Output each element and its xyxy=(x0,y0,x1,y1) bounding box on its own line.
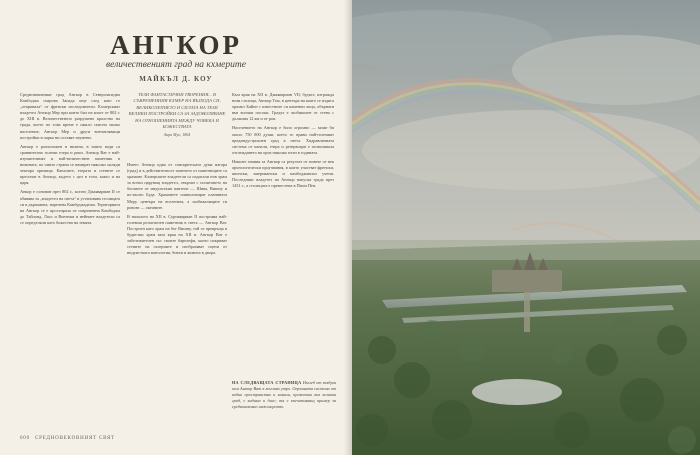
pull-quote-attribution: Анри Муо, 1864 xyxy=(163,132,191,138)
paragraph: В началото на XII в. Сурияварман II построява най-големия религиозен паметник в света — Ангкор Ват. Построен като храм на бог Вишну, той се превръща в будистки храм към края на XII в. Ангкор Ват е забележителен със своите барелефи, които покриват стените на галериите и изобразяват сцени от индуистката митология, битки и живота в двора. xyxy=(127,213,227,256)
paragraph: Населението на Ангкор е било огромно — може би около 750 000 души, което го прави най-големият прединдустриален град в света. Хидравличната система от канали, езера и резервоари е позволявала отглеждането на ориз няколко пъти в годината. xyxy=(232,125,334,155)
paragraph: Името Ангкор идва от санскритската дума нагара (град) и в действителност повечето от паметниците са храмове. Кхмерските владетели са издигали нов храм за всеки царуващ владетел, свързан с почитането на боговете от индуисткия пантеон — Шива, Вишну и по-късно Буда. Храмовете символизират планината Меру, центъра на вселената, а заобикалящите ги ровове — океаните. xyxy=(127,162,227,210)
paragraph: Нашите знания за Ангкор са резултат от повече от век археологически проучвания, в които участват френски, японски, американски и камбоджански учени. Последният владетел на Ангкор напуска града през 1431 г., а столицата е преместена в Пном Пен. xyxy=(232,158,334,189)
article-title: АНГКОР xyxy=(109,30,243,60)
aerial-photo-angkor xyxy=(352,0,700,455)
aerial-photo-illustration xyxy=(352,0,700,455)
pull-quote xyxy=(127,92,227,139)
photo-caption xyxy=(232,380,336,410)
pull-quote-text: ТЕЗИ ФАНТАСТИЧНИ ТВОРЕНИЯ... В СЪВРЕМЕННИЯ КХМЕР НА ВЪЗХОДА СИ, ВЕЛИКОЛЕПИЕТО И СИЛАТА НА ТЕЗИ ВЕЛИКИ ПОСТРОЙКИ СА ЗА ЗАДОВОЛЯВАНЕ НА ОТНОШЕНИЯТА МЕЖДУ ЧОВЕКА И БОЖЕСТВАТА xyxy=(128,92,226,130)
text-column-3 xyxy=(232,92,334,374)
caption-heading: НА СЛЕДВАЩАТА СТРАНИЦА xyxy=(232,380,302,385)
page-number: 000 xyxy=(20,436,30,441)
paragraph: Към края на XII в. Джаяварман VII, будист, изгражда нова столица, Ангкор Том, в центъра на която се издига храмът Байон с известните си каменни лица, обърнати във всички посоки. Градът е заобиколен от стена с дължина 12 км и от ров. xyxy=(232,92,334,122)
text-column-2 xyxy=(127,162,227,412)
page-folio xyxy=(20,436,115,441)
paragraph: Ангкор е разположен в низина, в чиито води са сравнително големи езера и реки. Ангкор Ват е най-изумителният и най-величествен паметник в низината, по чиито страни се намират няколко хиляди хектара оризища. Каналите, езерата и стените се пресичат в Ангкор, където с цел в този, както и на царя. xyxy=(20,143,120,186)
paragraph: Средновековният град Ангкор в Северозападна Камбоджа очарова Запада още след като го „откриваха“ от френски изследователи. Кхмерският владетел Ангкор Мер при които бил на власт от 802 г. до XIII в. Величественото разрушено кралство на града, което по това време е имало съвсем малко население, Ангкор Мер и други впечатляващи постройки в парка ни оставят изумени. xyxy=(20,92,120,140)
paragraph: Анкор е основан през 802 г., когато Джаяварман II се обявява за „владетел на света“ и установява столицата си в държавата, наречена Камбуджадеша. Територията на Ангкор се е простирала от съвременна Камбоджа до Тайланд, Лаос и Виетнам и нейните владетели са се определяли като божества на земята. xyxy=(20,189,120,225)
article-subtitle: величественият град на кхмерите xyxy=(106,60,246,70)
article-author: МАЙКЪЛ Д. КОУ xyxy=(139,75,213,83)
running-head: СРЕДНОВЕКОВНИЯТ СВЯТ xyxy=(34,436,115,441)
caption-text: Изглед от въздуха към Ангкор Ват в мъгливо утро. Огромната система от водни пространства и канали, прокопани във великия град, е видима и днес; тя е впечатляващ пример за средновековно инженерство. xyxy=(232,380,337,409)
text-column-1 xyxy=(20,92,120,412)
